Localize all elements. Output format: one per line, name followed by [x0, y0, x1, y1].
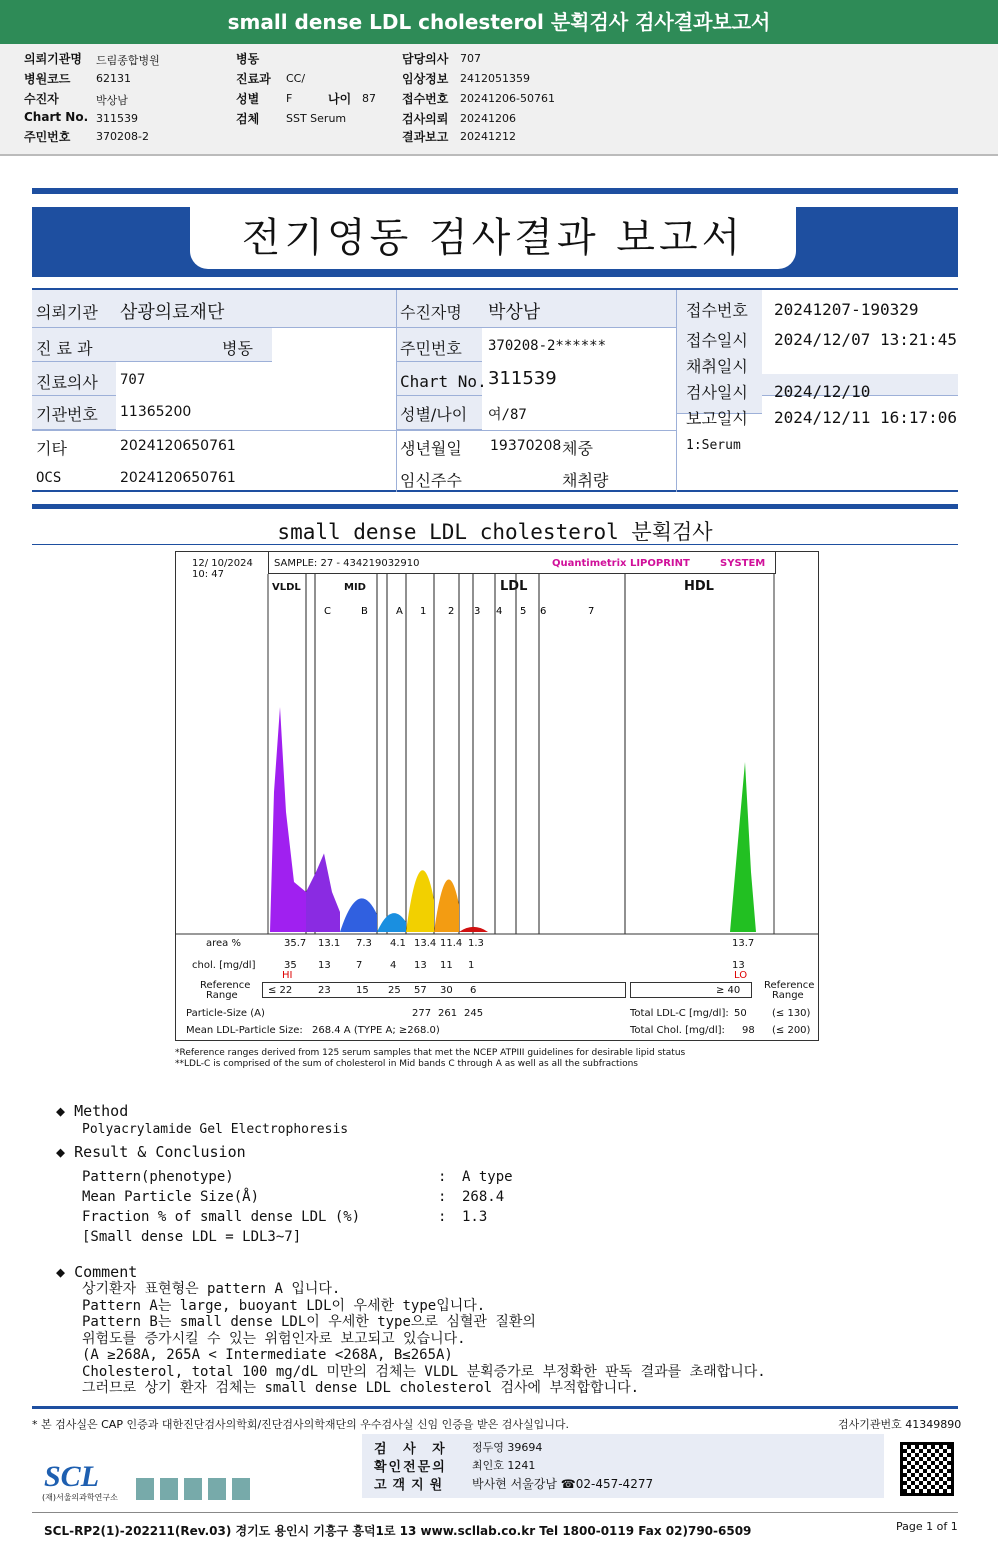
chart-brand: Quantimetrix LIPOPRINT — [552, 558, 690, 569]
chart-sample: SAMPLE: 27 - 434219032910 — [274, 558, 420, 569]
chol-value: 13 — [732, 960, 745, 971]
method-body: Polyacrylamide Gel Electrophoresis — [82, 1122, 349, 1137]
header-value: 370208-2 — [96, 130, 149, 143]
label-birth: 생년월일 — [400, 439, 462, 458]
row-label-ref2: Range — [206, 990, 238, 1001]
result-item: Mean Particle Size(Å) : 268.4 — [82, 1189, 505, 1205]
header-label: 검체 — [236, 112, 260, 126]
chart-brand-system: SYSTEM — [720, 558, 766, 569]
value-institution: 삼광의료재단 — [120, 302, 225, 323]
peak-area — [340, 898, 377, 932]
band-label: 2 — [448, 606, 455, 617]
findings — [56, 1102, 936, 1397]
tester-value: 정두영 39694 — [472, 1441, 543, 1454]
header-label: 검사의뢰 — [402, 112, 449, 126]
label-patient: 수진자명 — [400, 303, 462, 322]
chol-value: 13 — [318, 960, 331, 971]
label-preg: 임신주수 — [400, 471, 462, 490]
label-chart-no: Chart No. — [400, 372, 487, 391]
header-value: 박상남 — [96, 94, 128, 107]
band-label: 7 — [588, 606, 595, 617]
row-value-mean: 268.4 A (TYPE A; ≥268.0) — [312, 1025, 440, 1036]
peak-area — [406, 870, 434, 932]
header-value: 311539 — [96, 112, 138, 125]
ref-value: 6 — [470, 985, 477, 996]
chart-date: 12/ 10/2024 — [192, 558, 253, 569]
header-value: 20241206-50761 — [460, 92, 555, 105]
value-ocs: 2024120650761 — [120, 470, 236, 486]
label-receipt-date: 접수일시 — [686, 331, 748, 350]
mid-rule — [32, 504, 958, 509]
result-list — [82, 1167, 936, 1247]
label-doctor: 진료의사 — [36, 373, 98, 392]
scl-logo-sub: (재)서울의과학연구소 — [42, 1493, 118, 1502]
chol-value: 35 — [284, 960, 297, 971]
ref-value: 25 — [388, 985, 401, 996]
patient-info-grid — [32, 288, 958, 492]
confirm-label: 확인전문의 — [374, 1460, 447, 1475]
report-title-box — [32, 207, 958, 277]
footer-address: SCL-RP2(1)-202211(Rev.03) 경기도 용인시 기흥구 흥덕1로 13 www.scllab.co.kr Tel 1800-0119 Fax 02)790-6509 — [44, 1524, 752, 1538]
label-weight: 체중 — [562, 439, 593, 458]
header-label: 병동 — [236, 52, 260, 66]
chol-value: 13 — [414, 960, 427, 971]
ldlc-ref: (≤ 130) — [772, 1008, 811, 1019]
cert-statement: * 본 검사실은 CAP 인증과 대한진단검사의학회/진단검사의학재단의 우수검사실 신임 인증을 받은 검사실입니다. — [32, 1418, 570, 1431]
band-label: 5 — [520, 606, 527, 617]
particle-size-value: 277 — [412, 1008, 432, 1019]
header-value: 20241206 — [460, 112, 516, 125]
header-value: 20241212 — [460, 130, 516, 143]
peak-area — [459, 927, 488, 932]
header-label: 의뢰기관명 — [24, 52, 82, 66]
chart-peaks — [270, 707, 756, 932]
comment-heading: ◆ Comment — [56, 1263, 138, 1281]
area-value: 11.4 — [440, 938, 463, 949]
header-label: 임상정보 — [402, 72, 449, 86]
bottom-rule — [32, 1512, 958, 1513]
area-value: 1.3 — [468, 938, 484, 949]
group-hdl: HDL — [684, 579, 714, 594]
label-test-date: 검사일시 — [686, 383, 748, 402]
flag-hi: HI — [282, 970, 293, 981]
label-ocs: OCS — [36, 470, 62, 486]
report-title: 전기영동 검사결과 보고서 — [190, 207, 796, 269]
header-label: Chart No. — [24, 110, 89, 124]
header-label: 결과보고 — [402, 130, 449, 144]
label-sex-age: 성별/나이 — [400, 405, 468, 424]
ref-value: 15 — [356, 985, 369, 996]
band-label: 1 — [420, 606, 427, 617]
particle-size-value: 261 — [438, 1008, 458, 1019]
diamond-icon: ◆ — [56, 1263, 75, 1281]
area-value: 7.3 — [356, 938, 372, 949]
peak-area — [377, 913, 406, 932]
ldlc-value: 50 — [734, 1008, 747, 1019]
label-collect-date: 채취일시 — [686, 357, 748, 376]
support-value: 박사현 서울강남 ☎02-457-4277 — [472, 1477, 654, 1491]
header-label: 진료과 — [236, 72, 271, 86]
area-value: 35.7 — [284, 938, 307, 949]
value-inst-no: 11365200 — [120, 404, 192, 420]
label-receipt-no: 접수번호 — [686, 301, 748, 320]
section-title: small dense LDL cholesterol 분획검사 — [277, 520, 713, 544]
value-specimen: 1:Serum — [686, 438, 741, 453]
peak-area — [306, 853, 340, 932]
band-label: C — [324, 606, 331, 617]
top-rule — [32, 188, 958, 194]
section-rule — [32, 544, 958, 545]
group-ldl: LDL — [500, 579, 528, 594]
value-etc: 2024120650761 — [120, 438, 236, 454]
group-mid: MID — [344, 582, 366, 593]
header-value: SST Serum — [286, 112, 347, 125]
flag-lo: LO — [734, 970, 748, 981]
label-inst-no: 기관번호 — [36, 405, 98, 424]
tchol-label: Total Chol. [mg/dl]: — [630, 1025, 725, 1036]
chart-plot — [176, 552, 818, 1040]
band-label: A — [396, 606, 403, 617]
value-dept: 병동 — [222, 339, 253, 358]
chol-value: 4 — [390, 960, 397, 971]
header-label: 병원코드 — [24, 72, 71, 86]
label-volume: 채취량 — [562, 471, 609, 490]
group-vldl: VLDL — [272, 582, 301, 593]
accreditation-logos — [136, 1478, 256, 1500]
chol-value: 11 — [440, 960, 453, 971]
header-info — [0, 44, 998, 156]
label-report-date: 보고일시 — [686, 409, 748, 428]
confirm-value: 최인호 1241 — [472, 1459, 536, 1472]
header-label: 주민번호 — [24, 130, 71, 144]
header-value: F — [286, 92, 293, 105]
rr-label2: Range — [772, 990, 804, 1001]
electrophoresis-chart — [175, 551, 819, 1041]
header-value: CC/ — [286, 72, 306, 85]
rr-label1: Reference — [764, 980, 815, 991]
band-label: 4 — [496, 606, 503, 617]
row-label-mean: Mean LDL-Particle Size: — [186, 1025, 303, 1036]
result-heading: ◆ Result & Conclusion — [56, 1143, 246, 1161]
label-institution: 의뢰기관 — [36, 303, 98, 322]
tchol-ref: (≤ 200) — [772, 1025, 811, 1036]
area-value: 13.7 — [732, 938, 755, 949]
value-patient: 박상남 — [488, 302, 541, 323]
header-label: 수진자 — [24, 92, 59, 106]
inst-number: 검사기관번호 41349890 — [838, 1418, 962, 1431]
ldlc-label: Total LDL-C [mg/dl]: — [630, 1008, 729, 1019]
ref-value: 23 — [318, 985, 331, 996]
chart-time: 10: 47 — [192, 569, 224, 580]
chol-value: 7 — [356, 960, 363, 971]
value-receipt-date: 2024/12/07 13:21:45 — [774, 330, 958, 349]
header-label: 나이 — [328, 92, 352, 106]
ref-value: 57 — [414, 985, 427, 996]
label-rrn: 주민번호 — [400, 339, 462, 358]
scl-logo: SCL — [44, 1460, 100, 1493]
page-number: Page 1 of 1 — [896, 1520, 958, 1533]
diamond-icon: ◆ — [56, 1143, 75, 1161]
value-rrn: 370208-2****** — [488, 338, 607, 354]
value-doctor: 707 — [120, 372, 146, 388]
header-value: 62131 — [96, 72, 131, 85]
row-label-particle-size: Particle-Size (A) — [186, 1008, 265, 1019]
ref-value: ≤ 22 — [268, 985, 293, 996]
value-sex-age: 여/87 — [488, 407, 527, 423]
note-line: *Reference ranges derived from 125 serum samples that met the NCEP ATPIII guidelines for desirable lipid status — [175, 1048, 686, 1058]
chol-value: 1 — [468, 960, 475, 971]
tchol-value: 98 — [742, 1025, 755, 1036]
report-banner-title: small dense LDL cholesterol 분획검사 검사결과보고서 — [0, 0, 998, 44]
value-test-date: 2024/12/10 — [774, 382, 871, 401]
row-label-area: area % — [206, 938, 241, 949]
value-chart-no: 311539 — [488, 368, 557, 389]
header-value: 87 — [362, 92, 376, 105]
peak-area — [434, 879, 459, 932]
label-etc: 기타 — [36, 439, 67, 458]
area-value: 13.1 — [318, 938, 341, 949]
particle-size-value: 245 — [464, 1008, 484, 1019]
comment-body: 상기환자 표현형은 pattern A 입니다. Pattern A는 large, buoyant LDL이 우세한 type입니다. Pattern B는 small dense LDL이 우세한 type으로 심혈관 질환의 위험도를 증가시킬 수 있는 위험인자로 보고되고 있습니다. (A ≥268A, 265A < Intermediate <268A, B≤265A) Cholesterol, total 100 mg/dL 미만의 검체는 VLDL 분획증가로 부정확한 판독 결과를 초래합니다. 그러므로 상기 환자 검체는 small dense LDL cholesterol 검사에 부적합합니다. — [82, 1281, 766, 1396]
signature-panel — [362, 1434, 884, 1498]
header-value: 드림종합병원 — [96, 54, 160, 67]
tester-label: 검 사 자 — [374, 1442, 451, 1457]
support-label: 고객지원 — [374, 1478, 449, 1493]
header-label: 성별 — [236, 92, 260, 106]
row-label-chol: chol. [mg/dl] — [192, 960, 256, 971]
header-value: 2412051359 — [460, 72, 530, 85]
chart-notes — [175, 1048, 685, 1070]
peak-area — [270, 707, 306, 932]
result-item: Pattern(phenotype) : A type — [82, 1169, 513, 1185]
value-receipt-no: 20241207-190329 — [774, 300, 919, 319]
band-label: B — [361, 606, 368, 617]
label-dept: 진 료 과 — [36, 339, 93, 358]
result-item: Fraction % of small dense LDL (%) : 1.3 — [82, 1209, 488, 1225]
value-birth: 19370208 — [490, 438, 562, 454]
diamond-icon: ◆ — [56, 1102, 75, 1120]
value-report-date: 2024/12/11 16:17:06 — [774, 408, 958, 427]
row-label-ref1: Reference — [200, 980, 251, 991]
ref-value: 30 — [440, 985, 453, 996]
note-line: **LDL-C is comprised of the sum of cholesterol in Mid bands C through A as well as all the subfractions — [175, 1059, 638, 1069]
area-value: 13.4 — [414, 938, 437, 949]
qr-code — [900, 1442, 954, 1496]
header-value: 707 — [460, 52, 481, 65]
header-label: 접수번호 — [402, 92, 449, 106]
result-note: [Small dense LDL = LDL3~7] — [82, 1229, 302, 1245]
band-dividers — [306, 574, 625, 934]
area-value: 4.1 — [390, 938, 406, 949]
footer-rule — [32, 1406, 958, 1409]
band-label: 6 — [540, 606, 547, 617]
header-label: 담당의사 — [402, 52, 449, 66]
peak-area — [730, 762, 756, 932]
method-heading: ◆ Method — [56, 1102, 129, 1120]
band-label: 3 — [474, 606, 481, 617]
ref-hdl: ≥ 40 — [716, 985, 741, 996]
